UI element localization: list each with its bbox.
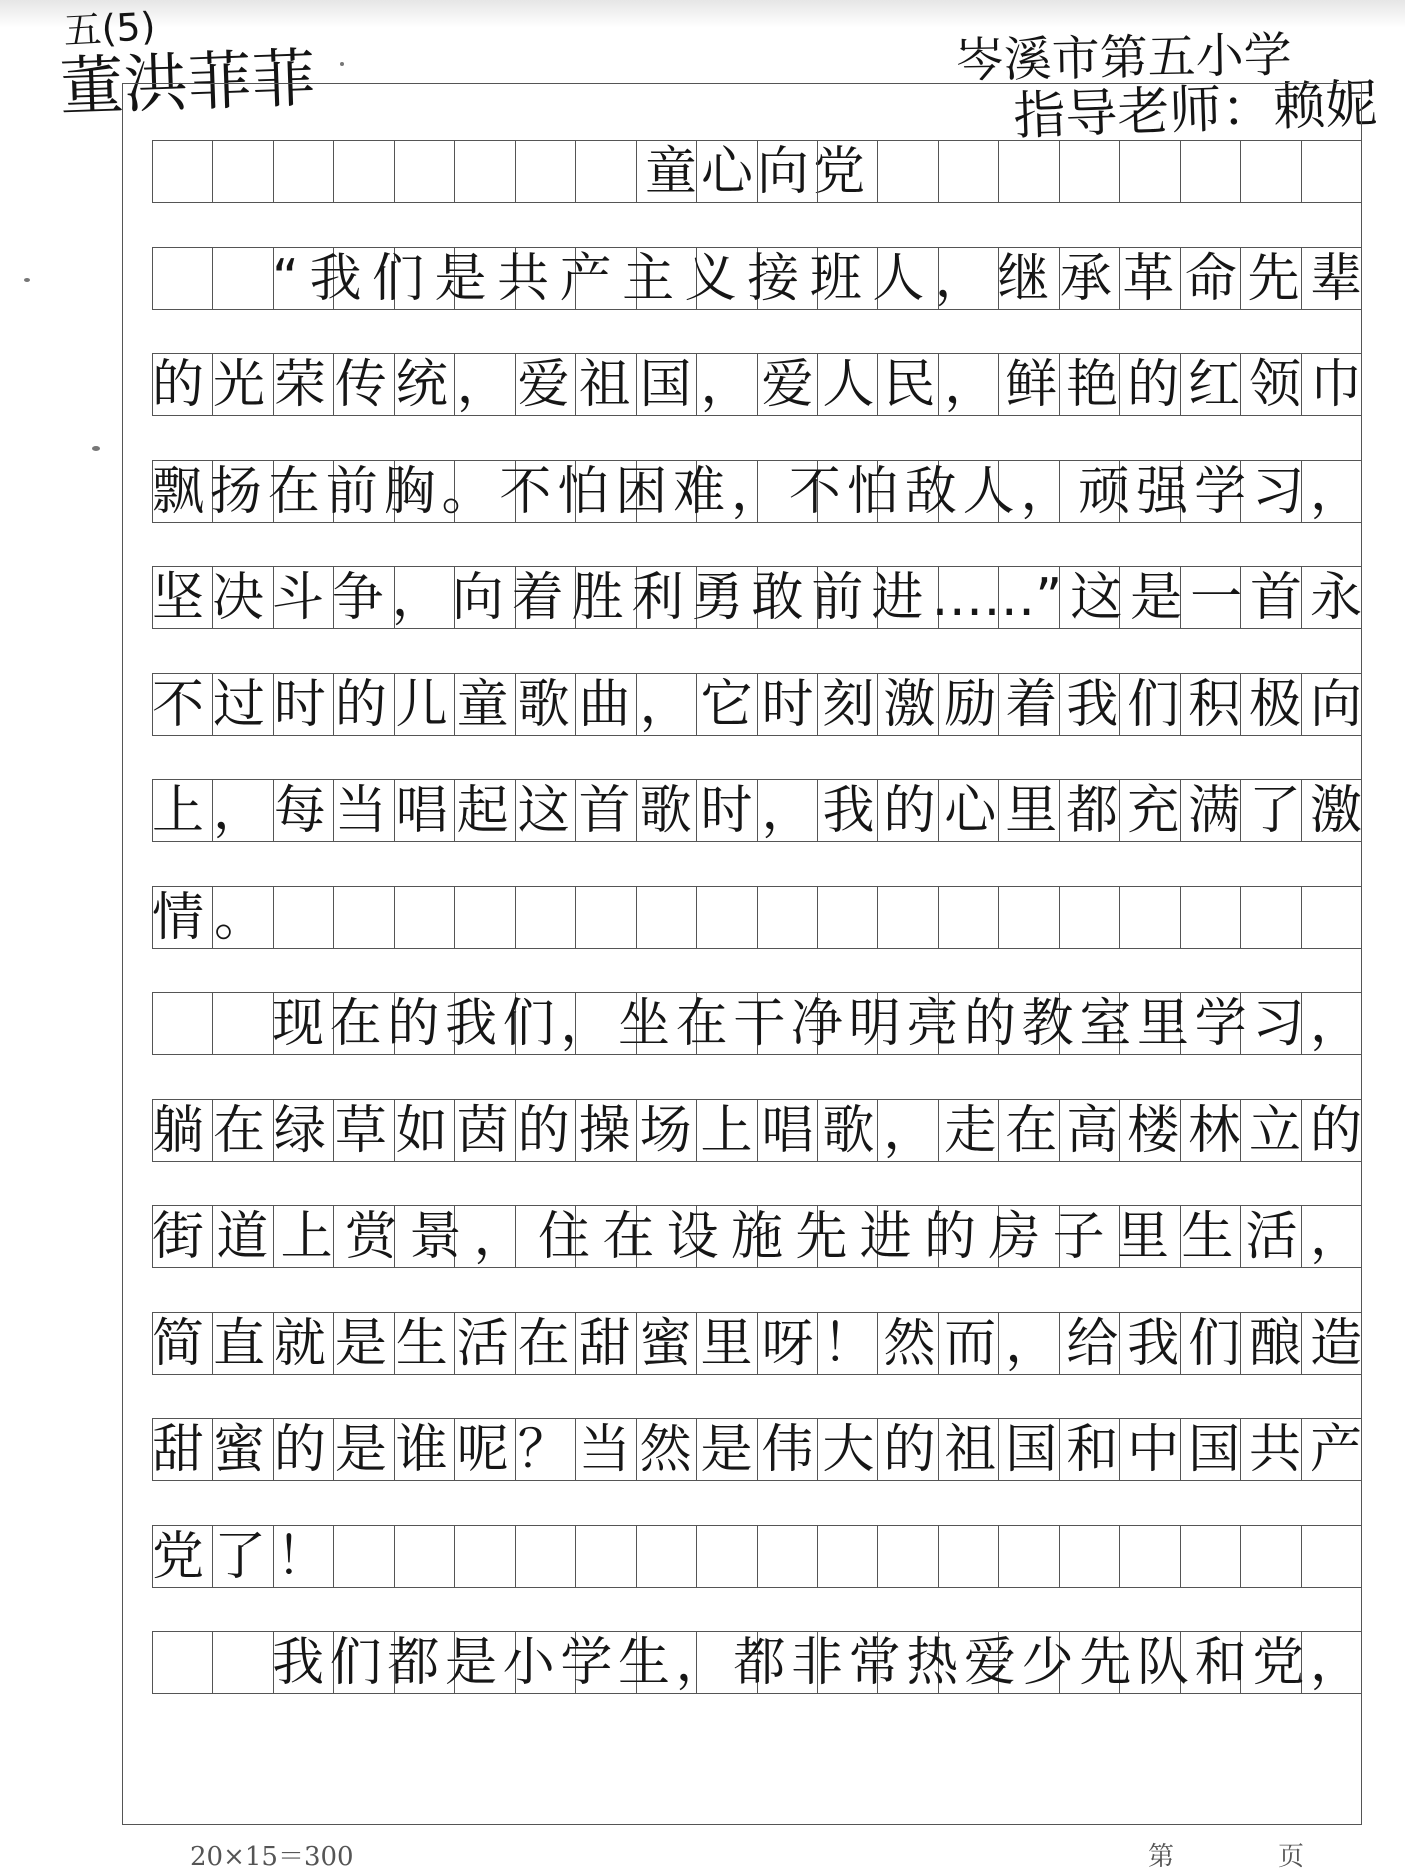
scan-speck (340, 62, 344, 66)
scan-speck (92, 446, 100, 451)
essay-line: 上，每当唱起这首歌时，我的心里都充满了激 (152, 781, 1362, 841)
essay-line: 的光荣传统，爱祖国，爱人民，鲜艳的红领巾 (152, 355, 1362, 415)
essay-row (152, 1205, 1362, 1268)
essay-row (152, 673, 1362, 736)
essay-row (152, 1312, 1362, 1375)
essay-line: 党了！ (152, 1527, 339, 1587)
essay-line: 不过时的儿童歌曲，它时刻激励着我们积极向 (152, 675, 1362, 735)
essay-row (152, 992, 1362, 1055)
essay-line: 现在的我们，坐在干净明亮的教室里学习， (272, 994, 1362, 1054)
essay-line: 甜蜜的是谁呢？当然是伟大的祖国和中国共产 (152, 1420, 1362, 1480)
essay-line: 街道上赏景，住在设施先进的房子里生活， (152, 1207, 1362, 1267)
essay-line: 飘扬在前胸。不怕困难，不怕敌人，顽强学习， (152, 462, 1362, 522)
grid-formula: 20×15＝300 (190, 1842, 354, 1872)
essay-row (152, 460, 1362, 523)
scan-speck (24, 278, 30, 282)
essay-row (152, 247, 1362, 310)
essay-row (152, 353, 1362, 416)
essay-line: “我们是共产主义接班人，继承革命先辈 (272, 249, 1362, 309)
page-label-suffix: 页 (1278, 1842, 1305, 1872)
essay-row (152, 886, 1362, 949)
essay-line: 简直就是生活在甜蜜里呀！然而，给我们酿造 (152, 1314, 1362, 1374)
essay-line: 躺在绿草如茵的操场上唱歌，走在高楼林立的 (152, 1101, 1362, 1161)
teacher-line: 指导老师：赖妮 (1012, 74, 1379, 147)
essay-row (152, 1631, 1362, 1694)
author-class: 五(5) (62, 4, 157, 53)
essay-line: 我们都是小学生，都非常热爱少先队和党， (272, 1633, 1362, 1693)
essay-line: 情。 (152, 888, 277, 948)
essay-line: 坚决斗争，向着胜利勇敢前进……”这是一首永 (152, 568, 1362, 628)
essay-row (152, 1525, 1362, 1588)
essay-row (152, 779, 1362, 842)
essay-title: 童心向党 (644, 142, 869, 202)
school-name: 岑溪市第五小学 (955, 27, 1293, 89)
author-name: 董洪菲菲 (58, 42, 317, 125)
page-label-prefix: 第 (1148, 1842, 1175, 1872)
essay-row (152, 566, 1362, 629)
essay-row (152, 1099, 1362, 1162)
essay-row (152, 1418, 1362, 1481)
title-row (152, 140, 1362, 203)
